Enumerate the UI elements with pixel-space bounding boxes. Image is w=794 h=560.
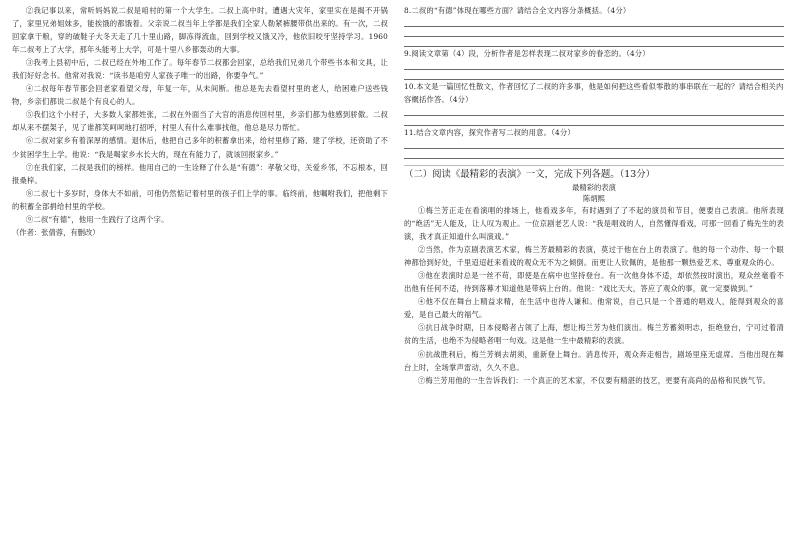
- right-column: [404, 4, 784, 556]
- answer-line[interactable]: [404, 60, 784, 70]
- question-block: [404, 80, 784, 126]
- article-paragraph: ⑨二叔“有德”，他用一生践行了这两个字。: [25, 214, 169, 224]
- article-paragraph: ③我考上县初中后，二叔已经在外地工作了。每年春节二叔都会回家，总给我们兄弟几个带些书本和文具，让我们好好念书。他常对我说：“读书是咱穷人家孩子唯一的出路，你要争气。”: [12, 58, 388, 81]
- answer-line[interactable]: [404, 70, 784, 80]
- answer-line[interactable]: [404, 149, 784, 159]
- article-paragraph: ⑧二叔七十多岁时，身体大不如前，可他仍然惦记着村里的孩子们上学的事。临终前，他嘱咐我们，把他剩下的积蓄全部捐给村里的学校。: [12, 188, 388, 211]
- answer-line[interactable]: [404, 106, 784, 116]
- answer-line[interactable]: [404, 17, 784, 27]
- essay-paragraph: ③他在表演时总是一丝不苟，即使是在病中也坚持登台。有一次他身体不适，却依然按时演出，观众丝毫看不出他有任何不适，待到落幕才知道他是带病上台的。他说：“戏比天大，答应了观众的事，就一定要做到。”: [404, 271, 784, 294]
- answer-line[interactable]: [404, 27, 784, 37]
- essay-paragraph: ②当然，作为京剧表演艺术家，梅兰芳最精彩的表演，莫过于他在台上的表演了。他的每一个动作、每一个眼神都恰到好处，千里迢迢赶来看戏的观众无不为之倾倒。而更让人钦佩的，是他那一颗热爱艺术、尊重观众的心。: [404, 245, 784, 268]
- answer-line[interactable]: [404, 116, 784, 126]
- question-9: 9.阅读文章第（4）段，分析作者是怎样表现二叔对家乡的眷恋的。（4分）: [404, 49, 650, 58]
- answer-line[interactable]: [404, 37, 784, 47]
- answer-line[interactable]: [404, 139, 784, 149]
- question-11: 11.结合文章内容，探究作者写二叔的用意。（4分）: [404, 128, 575, 137]
- essay-title: 最精彩的表演: [572, 183, 616, 192]
- essay-paragraph: ①梅兰芳正走在看演唱的排场上，他看戏多年，有时遇到了了不起的演员和节目，便要自己表演。他所表现的“绝活”无人能及，让人叹为观止。一位京剧老艺人说：“我是唱戏的人，自然懂得看戏，可那一回看了梅先生的表演，我才真正知道什么叫演戏。”: [404, 206, 784, 242]
- section-title: （二）阅读《最精彩的表演》一文，完成下列各题。（13分）: [404, 165, 784, 182]
- article-paragraph: ②我记事以来，常听妈妈说二叔是咱村的第一个大学生。二叔上高中时，遭遇大灾年，家里实在是揭不开锅了，家里兄弟姐妹多，能挨饿的都饿着。父亲说二叔当年上学都是我们全家人勒紧裤腰带供出来的。有一次，二叔回家拿干粮，穿的破鞋子大冬天走了几十里山路，脚冻得流血，回到学校又饿又冷，他依旧咬牙坚持学习。1960年二叔考上了大学，那年头能考上大学，可是十里八乡都轰动的大事。: [12, 6, 388, 55]
- essay-paragraph: ⑥抗战胜利后，梅兰芳剃去胡须，重新登上舞台。消息传开，观众奔走相告，剧场里座无虚席。当他出现在舞台上时，全场掌声雷动，久久不息。: [404, 349, 784, 372]
- essay-author: 陈炳熙: [583, 194, 605, 203]
- article-paragraph: ⑤我们这个小村子，大多数人家都姓张，二叔在外面当了大官的消息传回村里，乡亲们都为他感到骄傲。二叔却从来不摆架子，见了谁都笑呵呵地打招呼，村里人有什么难事找他，他总是尽力帮忙。: [12, 110, 388, 133]
- question-8: 8.二叔的“有德”体现在哪些方面？请结合全文内容分条概括。（4分）: [404, 6, 631, 15]
- question-block: [404, 126, 784, 159]
- question-block: [404, 47, 784, 80]
- article-paragraph: ⑦在我们家，二叔是我们的榜样。他用自己的一生诠释了什么是“有德”：孝敬父母，关爱乡邻，不忘根本，回报桑梓。: [12, 162, 388, 185]
- question-block: [404, 4, 784, 47]
- essay-paragraph: ⑦梅兰芳用他的一生告诉我们：一个真正的艺术家，不仅要有精湛的技艺，更要有高尚的品格和民族气节。: [417, 375, 771, 385]
- article-paragraph: ④二叔每年春节都会回老家看望父母，年复一年，从未间断。他总是先去看望村里的老人，给困难户送些钱物，乡亲们都说二叔是个有良心的人。: [12, 84, 388, 107]
- article-paragraph: ⑥二叔对家乡有着深厚的感情。退休后，他把自己多年的积蓄拿出来，给村里修了路、建了学校，还资助了不少贫困学生上学。他说：“我是喝家乡水长大的，现在有能力了，就该回报家乡。”: [12, 136, 388, 159]
- author-note: （作者：张倩蓉，有删改）: [12, 227, 100, 237]
- essay-paragraph: ⑤抗日战争时期，日本侵略者占领了上海，想让梅兰芳为他们演出。梅兰芳蓄须明志，拒绝登台，宁可过着清贫的生活，也绝不为侵略者唱一句戏。这是他一生中最精彩的表演。: [404, 323, 784, 346]
- left-column: [12, 4, 388, 556]
- essay-paragraph: ④他不仅在舞台上精益求精，在生活中也待人谦和。他常说，自己只是一个普通的唱戏人，能得到观众的喜爱，是自己最大的福气。: [404, 297, 784, 320]
- question-10: 10.本文是一篇回忆性散文，作者回忆了二叔的许多事，他是如何把这些看似零散的事串联在一起的？请结合相关内容概括作答。（4分）: [404, 82, 784, 104]
